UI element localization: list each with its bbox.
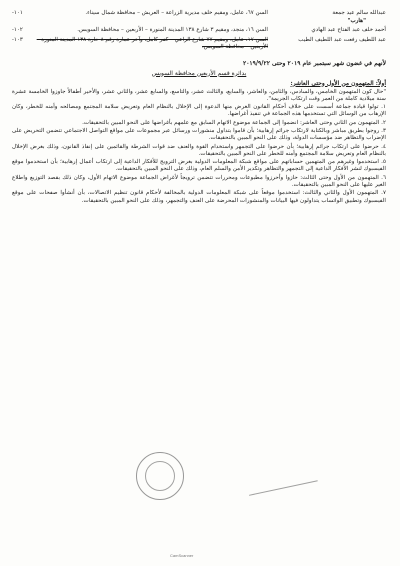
charge-paragraph: ٥. استخدموا وغيرهم من المتهمين حساباتهم على مواقع شبكة المعلومات الدولية بغرض الترويج للأفكار الداعية إلى ارتكاب أعمال إرهابية؛ بأن استخدموا موقع الفيسبوك لنشر الأفكار الداعية إلى التجمهر والتظاهر وتكدير الأمن والسلم العام، وذلك على النحو المبين بالتحقيقات. (12, 159, 386, 173)
defendant-name-text: أحمد خلف عبد الفتاح عبد الهادي (311, 27, 386, 33)
charge-paragraph: ٤. حرضوا على ارتكاب جرائم إرهابية؛ بأن حرضوا على التجمهر واستخدام القوة والعنف ضد قوات الشرطة والقائمين على إنفاذ القانون، وذلك بغرض الإخلال بالنظام العام وتعريض سلامة المجتمع وأمنه للخطر على النحو المبين بالتحقيقات. (12, 143, 386, 157)
defendant-name (268, 37, 386, 45)
defendant-address: السن ١٦، منجد، ومقيم ٣ شارع ١٣٨ المدينة المنورة – الأربعين – محافظة السويس. (77, 27, 268, 33)
scanner-watermark: CamScanner (170, 553, 194, 558)
charge-paragraph: ٣. روجوا بطريق مباشر وبالكتابة لارتكاب جرائم إرهابية؛ بأن قاموا بتداول منشورات ورسائل عبر مجموعات على مواقع التواصل الاجتماعي تتضمن التحريض على الإضراب والتظاهر ضد مؤسسات الدولة، وذلك على النحو المبين بالتحقيقات. (12, 127, 386, 142)
defendant-name-text: عبدالله سالم عيد جمعة (332, 10, 386, 16)
handwritten-signature (240, 439, 317, 496)
defendant-name (268, 27, 386, 35)
defendant-row (12, 10, 386, 25)
defendant-number: ١٠٢- (12, 27, 23, 33)
defendant-number: ١٠١- (12, 10, 23, 16)
defendant-name-text: عبد اللطيف رفعت عبد اللطيف الطيب (298, 36, 386, 43)
defendants-list (12, 10, 386, 52)
defendant-address: السن ١٧، عامل، ومقيم ٧٧ شارع الراعي – كفر كامل، وآخر عمارة رقم ٨ حارة ١٣٨ المدينة المنورة – الأربعين – محافظة السويس. (36, 36, 268, 50)
defendant-row (12, 37, 386, 52)
charges-body (12, 89, 386, 205)
charge-paragraph: ٦. المتهمون من الأول وحتى الثالث: حازوا وأحرزوا مطبوعات ومحررات تتضمن ترويجاً لأغراض الجماعة موضوع الاتهام الأول، وكان ذلك بقصد التوزيع واطلاع الغير عليها على النحو المبين بالتحقيقات. (12, 174, 386, 189)
charge-date-line: لأنهم في غضون شهر سبتمبر عام ٢٠١٩ وحتى ٢٠١٩/٩/٢٢ (242, 59, 386, 67)
defendant-status: "هارب" (347, 17, 366, 24)
defendant-number: ١٠٣- (12, 36, 23, 43)
charge-paragraph: ٧. المتهمون الأول والثاني والثالث: استخدموا موقعاً على شبكة المعلومات الدولية بالمخالفة لأحكام قانون تنظيم الاتصالات، بأن أنشأوا صفحات على موقع الفيسبوك وتطبيق الواتساب يتداولون فيها البيانات والمنشورات المحرضة على العنف والتجمهر، وذلك على النحو المبين بالتحقيقات. (12, 190, 386, 204)
jurisdiction-line: بدائرة قسم الأربعين محافظة السويس (151, 69, 247, 77)
charge-paragraph: "حال كون المتهمون الخامس، والسادس، والثامن، والعاشر، والسابع، والثالث عشر، والتاسع، والسابع عشر، والثاني عشر، والأخير أطفالاً جاوزوا الخامسة عشرة سنة ميلادية كاملة من العمر وقت ارتكاب الجريمة". (12, 88, 386, 102)
defendant-address: السن ٦٧، عامل، ومقيم خلف مديرية الزراعة – العريش – محافظة شمال سيناء. (85, 10, 268, 16)
charge-paragraph: ١. تولوا قيادة جماعة أسست على خلاف أحكام القانون الغرض منها الدعوة إلى الإخلال بالنظام العام وتعريض سلامة المجتمع ومصالحه وأمنه للخطر، وكان الإرهاب من الوسائل التي تستخدمها هذه الجماعة في تنفيذ أغراضها. (12, 104, 386, 118)
section-heading: أولاً: المتهمون من الأول وحتى العاشر: (290, 79, 386, 87)
defendant-name (268, 10, 386, 25)
charge-paragraph: ٢. المتهمون من الثاني وحتى العاشر: انضموا إلى الجماعة موضوع الاتهام السابق مع علمهم بأغراضها على النحو المبين بالتحقيقات. (82, 119, 386, 126)
defendant-row (12, 27, 386, 35)
official-seal-stamp (136, 452, 184, 500)
